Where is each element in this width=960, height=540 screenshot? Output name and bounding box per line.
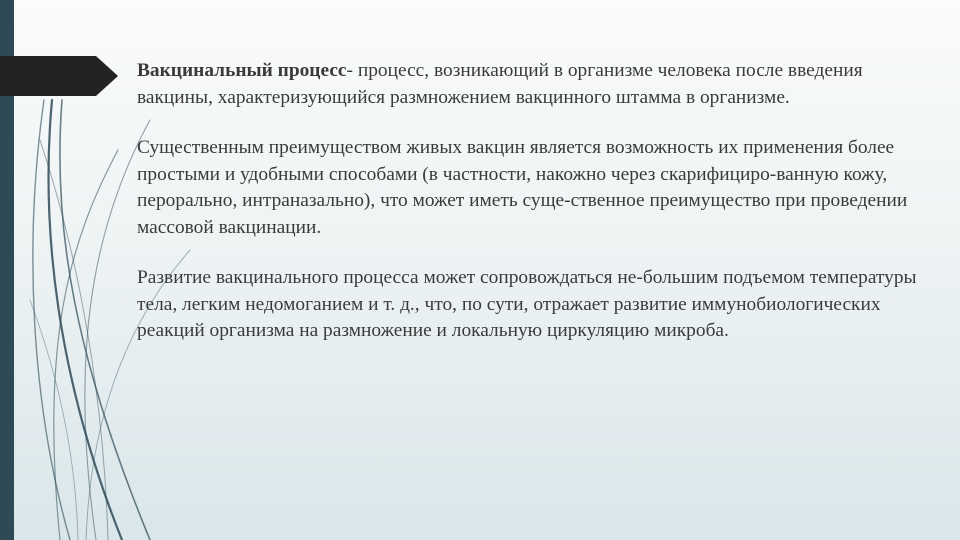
paragraph-vaccinal-process-development: Развитие вакцинального процесса может сопровождаться не-большим подъемом температуры тела, легким недомоганием и т. д., что, по сути, отражает развитие иммунобиологических реакций организма на размножение и локальную циркуляцию микроба.: [137, 267, 917, 341]
slide-body: [137, 58, 943, 345]
term-vaccinal-process: Вакцинальный процесс: [137, 60, 347, 81]
paragraph-live-vaccine-advantage: Существенным преимуществом живых вакцин является возможность их применения более простыми и удобными способами (в частности, накожно через скарифициро-ванную кожу, перорально, интраназально), что может иметь суще-ственное преимущество при проведении массовой вакцинации.: [137, 137, 908, 238]
arrow-marker-icon: [0, 56, 118, 96]
definition-text: - процесс, возникающий в организме человека после введения вакцины, характеризующийся размножением вакцинного штамма в организме.: [137, 60, 863, 108]
paragraph-definition: [137, 58, 943, 111]
